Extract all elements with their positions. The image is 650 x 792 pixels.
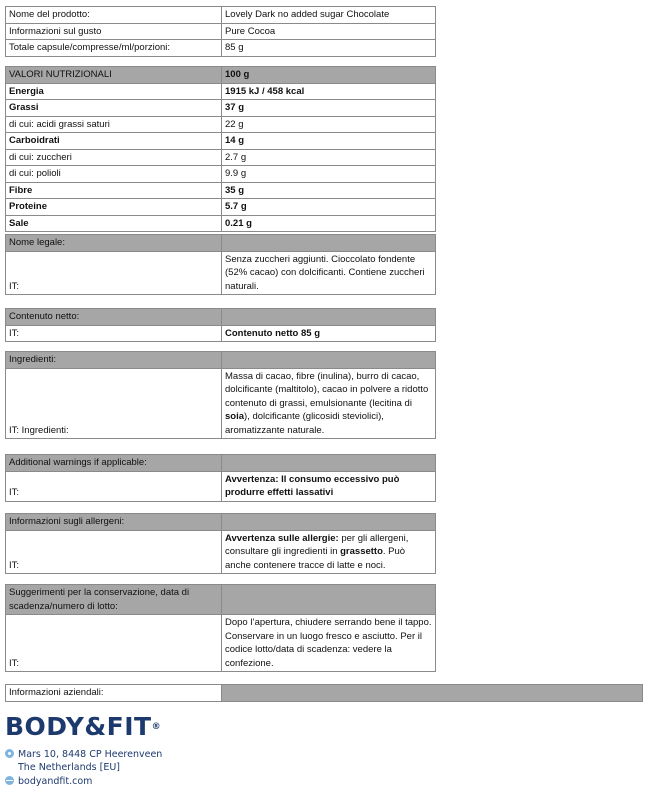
legal-name-table bbox=[5, 234, 436, 295]
nutrient-label: Carboidrati bbox=[6, 133, 222, 150]
servings-label: Totale capsule/compresse/ml/porzioni: bbox=[6, 40, 222, 57]
section-header-row bbox=[6, 514, 436, 531]
header-filler bbox=[222, 585, 436, 615]
nutrient-value: 37 g bbox=[222, 100, 436, 117]
language-label: IT: Ingredienti: bbox=[6, 368, 222, 439]
net-content-table bbox=[5, 308, 436, 342]
address-country: The Netherlands [EU] bbox=[18, 762, 120, 773]
table-row bbox=[6, 471, 436, 501]
nutrient-label: Grassi bbox=[6, 100, 222, 117]
bold-keyword: grassetto bbox=[340, 546, 383, 557]
net-content-text: Contenuto netto 85 g bbox=[222, 325, 436, 342]
product-name-label: Nome del prodotto: bbox=[6, 7, 222, 24]
allergens-text bbox=[222, 530, 436, 574]
nutrition-table bbox=[5, 66, 436, 232]
allergen-highlight: soia bbox=[225, 411, 245, 422]
company-table bbox=[5, 684, 643, 702]
section-header-row bbox=[6, 309, 436, 326]
location-pin-icon bbox=[5, 749, 14, 758]
header-filler bbox=[222, 309, 436, 326]
table-row bbox=[6, 615, 436, 672]
nutrition-header-label: VALORI NUTRIZIONALI bbox=[6, 67, 222, 84]
nutrition-header-row bbox=[6, 67, 436, 84]
table-row bbox=[6, 40, 436, 57]
allergens-table bbox=[5, 513, 436, 574]
nutrient-label: di cui: polioli bbox=[6, 166, 222, 183]
legal-name-header: Nome legale: bbox=[6, 235, 222, 252]
globe-icon bbox=[5, 776, 14, 785]
storage-text: Dopo l’apertura, chiudere serrando bene il tappo. Conservare in un luogo fresco e asciutto. Per il codice lotto/data di scadenza: vedere la confezione. bbox=[222, 615, 436, 672]
header-filler bbox=[222, 455, 436, 472]
language-label: IT: bbox=[6, 530, 222, 574]
address-street: Mars 10, 8448 CP Heerenveen bbox=[18, 749, 163, 760]
brand-logo bbox=[5, 713, 161, 741]
table-row bbox=[6, 215, 436, 232]
flavor-value: Pure Cocoa bbox=[222, 23, 436, 40]
nutrient-value: 1915 kJ / 458 kcal bbox=[222, 83, 436, 100]
header-filler bbox=[222, 352, 436, 369]
nutrient-label: Proteine bbox=[6, 199, 222, 216]
ingredients-table bbox=[5, 351, 436, 439]
table-row bbox=[6, 149, 436, 166]
table-row bbox=[6, 325, 436, 342]
nutrient-label: Sale bbox=[6, 215, 222, 232]
ingredients-text-part: Massa di cacao, fibre (inulina), burro di cacao, dolcificante (maltitolo), cacao in polvere a ridotto contenuto di grassi, emulsionante (lecitina di bbox=[225, 370, 429, 409]
language-label: IT: bbox=[6, 325, 222, 342]
product-info-table bbox=[5, 6, 436, 57]
nutrient-value: 0.21 g bbox=[222, 215, 436, 232]
registered-mark: ® bbox=[151, 722, 162, 732]
nutrient-label: di cui: acidi grassi saturi bbox=[6, 116, 222, 133]
table-row bbox=[6, 23, 436, 40]
section-header-row bbox=[6, 455, 436, 472]
table-row bbox=[6, 182, 436, 199]
warnings-table bbox=[5, 454, 436, 502]
table-row bbox=[6, 530, 436, 574]
table-row bbox=[6, 166, 436, 183]
allergens-header: Informazioni sugli allergeni: bbox=[6, 514, 222, 531]
nutrient-value: 2.7 g bbox=[222, 149, 436, 166]
allergen-warning-title: Avvertenza sulle allergie: bbox=[225, 532, 339, 544]
table-row bbox=[6, 199, 436, 216]
ingredients-text bbox=[222, 368, 436, 439]
table-row bbox=[6, 100, 436, 117]
nutrient-value: 14 g bbox=[222, 133, 436, 150]
brand-logo-text: BODY&FIT bbox=[5, 712, 152, 741]
header-filler bbox=[222, 514, 436, 531]
nutrient-label: Fibre bbox=[6, 182, 222, 199]
table-row bbox=[6, 368, 436, 439]
nutrient-value: 9.9 g bbox=[222, 166, 436, 183]
language-label: IT: bbox=[6, 251, 222, 295]
nutrient-label: di cui: zuccheri bbox=[6, 149, 222, 166]
language-label: IT: bbox=[6, 615, 222, 672]
product-name-value: Lovely Dark no added sugar Chocolate bbox=[222, 7, 436, 24]
table-row bbox=[6, 83, 436, 100]
flavor-label: Informazioni sul gusto bbox=[6, 23, 222, 40]
servings-value: 85 g bbox=[222, 40, 436, 57]
table-row bbox=[6, 251, 436, 295]
nutrient-value: 35 g bbox=[222, 182, 436, 199]
section-header-row bbox=[6, 235, 436, 252]
allergens-text-part: . Può anche contenere tracce di latte e noci. bbox=[225, 546, 406, 571]
warnings-header: Additional warnings if applicable: bbox=[6, 455, 222, 472]
storage-table bbox=[5, 584, 436, 672]
storage-header: Suggerimenti per la conservazione, data di scadenza/numero di lotto: bbox=[6, 585, 222, 615]
nutrition-header-value: 100 g bbox=[222, 67, 436, 84]
company-header: Informazioni aziendali: bbox=[6, 685, 222, 702]
legal-name-text: Senza zuccheri aggiunti. Cioccolato fondente (52% cacao) con dolcificanti. Contiene zuccheri naturali. bbox=[222, 251, 436, 295]
section-header-row bbox=[6, 352, 436, 369]
header-filler bbox=[222, 685, 643, 702]
section-header-row bbox=[6, 585, 436, 615]
table-row bbox=[6, 7, 436, 24]
table-row bbox=[6, 685, 643, 702]
nutrient-label: Energia bbox=[6, 83, 222, 100]
allergens-text-part: per gli allergeni, consultare gli ingredienti in bbox=[225, 532, 409, 557]
website-line bbox=[5, 776, 92, 787]
table-row bbox=[6, 116, 436, 133]
address-line-2 bbox=[18, 762, 120, 773]
nutrient-value: 5.7 g bbox=[222, 199, 436, 216]
language-label: IT: bbox=[6, 471, 222, 501]
website-link[interactable]: bodyandfit.com bbox=[18, 776, 93, 787]
table-row bbox=[6, 133, 436, 150]
ingredients-text-part: ), dolcificante (glicosidi steviolici), aromatizzante naturale. bbox=[225, 411, 384, 436]
address-line-1 bbox=[5, 749, 162, 760]
ingredients-header: Ingredienti: bbox=[6, 352, 222, 369]
nutrient-value: 22 g bbox=[222, 116, 436, 133]
header-filler bbox=[222, 235, 436, 252]
warnings-text: Avvertenza: Il consumo eccessivo può produrre effetti lassativi bbox=[222, 471, 436, 501]
net-content-header: Contenuto netto: bbox=[6, 309, 222, 326]
